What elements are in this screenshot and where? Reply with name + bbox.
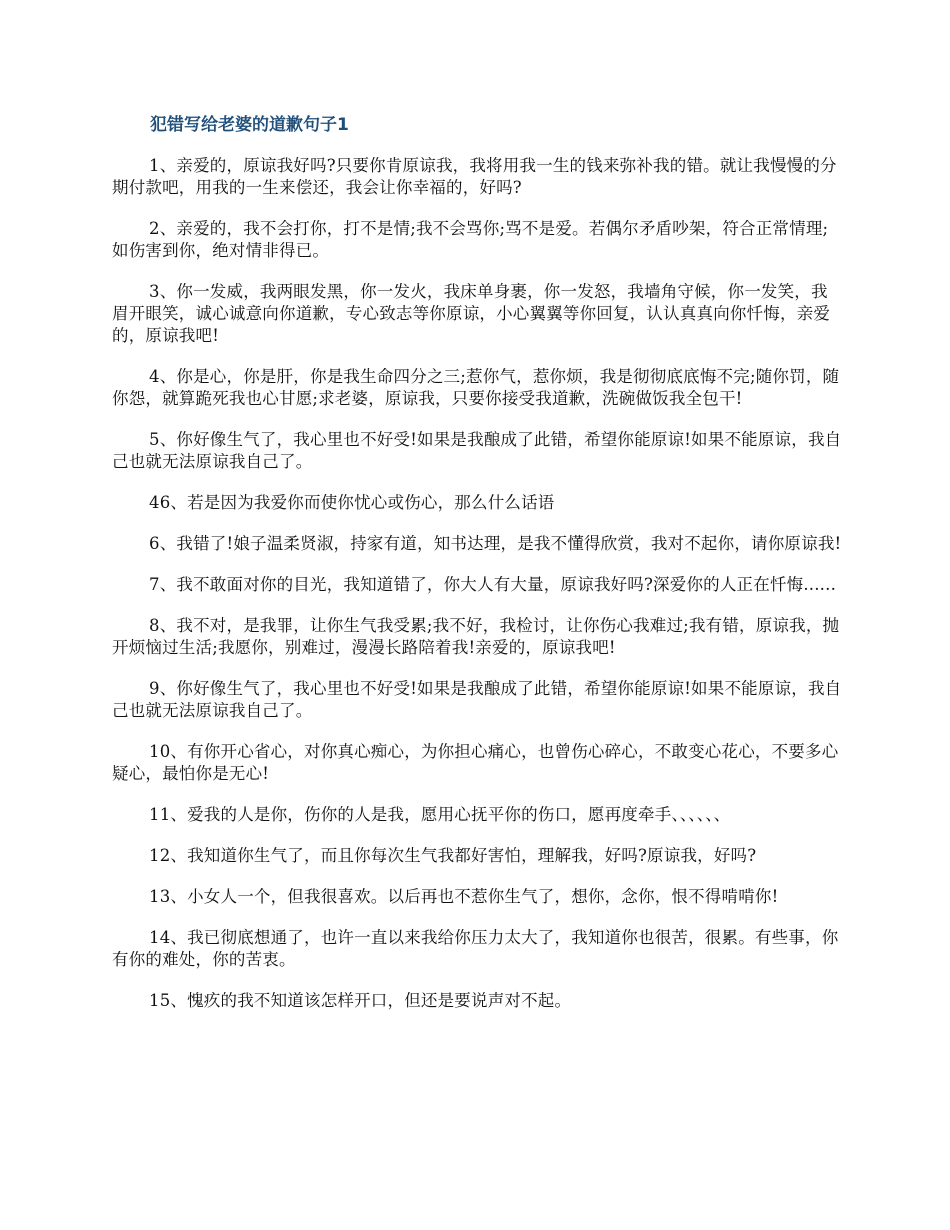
paragraph: 6、我错了!娘子温柔贤淑，持家有道，知书达理，是我不懂得欣赏，我对不起你，请你原谅我! bbox=[149, 534, 842, 553]
paragraph: 1、亲爱的，原谅我好吗?只要你肯原谅我，我将用我一生的钱来弥补我的错。就让我慢慢的分期付款吧，用我的一生来偿还，我会让你幸福的，好吗? bbox=[112, 156, 837, 197]
paragraph: 15、愧疚的我不知道该怎样开口，但还是要说声对不起。 bbox=[149, 991, 572, 1010]
paragraph: 9、你好像生气了，我心里也不好受!如果是我酿成了此错，希望你能原谅!如果不能原谅，我自己也就无法原谅我自己了。 bbox=[112, 679, 842, 720]
paragraph: 14、我已彻底想通了，也许一直以来我给你压力太大了，我知道你也很苦，很累。有些事，你有你的难处，你的苦衷。 bbox=[112, 928, 839, 969]
paragraph: 12、我知道你生气了，而且你每次生气我都好害怕，理解我，好吗?原谅我，好吗? bbox=[149, 846, 757, 865]
paragraph: 11、爱我的人是你，伤你的人是我，愿用心抚平你的伤口，愿再度牵手、、、、、、 bbox=[149, 805, 731, 824]
paragraph: 10、有你开心省心，对你真心痴心，为你担心痛心，也曾伤心碎心，不敢变心花心，不要多心疑心，最怕你是无心! bbox=[112, 742, 839, 783]
paragraph: 3、你一发威，我两眼发黑，你一发火，我床单身裹，你一发怒，我墙角守候，你一发笑，我眉开眼笑，诚心诚意向你道歉，专心致志等你原谅，小心翼翼等你回复，认认真真向你忏悔，亲爱的，原谅我吧! bbox=[112, 282, 831, 345]
document-heading: 犯错写给老婆的道歉句子1 bbox=[150, 115, 349, 135]
paragraph: 8、我不对，是我罪，让你生气我受累;我不好，我检讨，让你伤心我难过;我有错，原谅我，抛开烦恼过生活;我愿你，别难过，漫漫长路陪着我!亲爱的，原谅我吧! bbox=[112, 616, 840, 657]
paragraph: 7、我不敢面对你的目光，我知道错了，你大人有大量，原谅我好吗?深爱你的人正在忏悔...... bbox=[149, 575, 837, 594]
paragraph: 13、小女人一个，但我很喜欢。以后再也不惹你生气了，想你，念你，恨不得啃啃你! bbox=[149, 887, 779, 906]
document-body bbox=[112, 155, 842, 1031]
paragraph: 2、亲爱的，我不会打你，打不是情;我不会骂你;骂不是爱。若偶尔矛盾吵架，符合正常情理;如伤害到你，绝对情非得已。 bbox=[112, 219, 829, 260]
paragraph: 46、若是因为我爱你而使你忧心或伤心，那么什么话语 bbox=[149, 493, 555, 512]
paragraph: 5、你好像生气了，我心里也不好受!如果是我酿成了此错，希望你能原谅!如果不能原谅，我自己也就无法原谅我自己了。 bbox=[112, 430, 842, 471]
paragraph: 4、你是心，你是肝，你是我生命四分之三;惹你气，惹你烦，我是彻彻底底悔不完;随你罚，随你怨，就算跪死我也心甘愿;求老婆，原谅我，只要你接受我道歉，洗碗做饭我全包干! bbox=[112, 367, 840, 408]
